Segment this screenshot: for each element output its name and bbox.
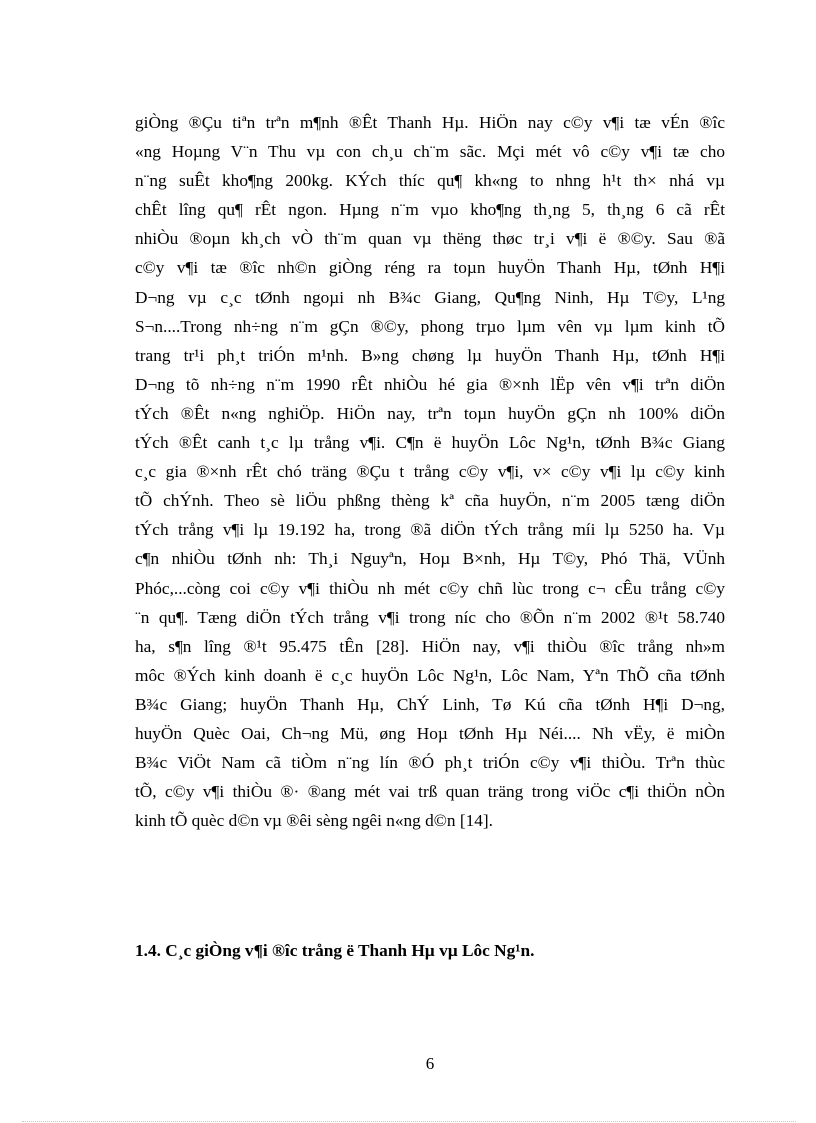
body-line: huyÖn Quèc Oai, Ch¬ng Mü, øng Hoµ tØnh Hµ Néi.... Nh vËy, ë miÒn: [135, 723, 725, 743]
body-line: môc ®Ých kinh doanh ë c¸c huyÖn Lôc Ng¹n, Lôc Nam, Yªn ThÕ cña tØnh: [135, 665, 725, 685]
body-paragraph: [135, 110, 725, 837]
body-line: ¨n qu¶. Tæng diÖn tÝch trång v¶i trong níc cho ®Õn n¨m 2002 ®¹t 58.740: [135, 607, 725, 627]
body-line: chÊt lîng qu¶ rÊt ngon. Hµng n¨m vµo kho¶ng th¸ng 5, th¸ng 6 cã rÊt: [135, 200, 725, 220]
body-line: tÝch ®Êt canh t¸c lµ trång v¶i. C¶n ë huyÖn Lôc Ng¹n, tØnh B¾c Giang: [135, 433, 725, 453]
body-line: giÒng ®Çu tiªn trªn m¶nh ®Êt Thanh Hµ. HiÖn nay c©y v¶i tæ vÉn ®îc: [135, 113, 725, 132]
body-line: nhiÒu ®oµn kh¸ch vÒ th¨m quan vµ thëng thøc tr¸i v¶i ë ®©y. Sau ®ã: [135, 229, 725, 249]
page-bottom-divider: [22, 1121, 796, 1122]
body-line: c¸c gia ®×nh rÊt chó träng ®Çu t trång c©y v¶i, v× c©y v¶i lµ c©y kinh: [135, 462, 725, 482]
body-line: trang tr¹i ph¸t triÓn m¹nh. B»ng chøng lµ huyÖn Thanh Hµ, tØnh H¶i: [135, 345, 725, 365]
body-line: tÝch ®Êt n«ng nghiÖp. HiÖn nay, trªn toµn huyÖn gÇn nh 100% diÖn: [135, 403, 725, 423]
body-line: S¬n....Trong nh÷ng n¨m gÇn ®©y, phong trµo lµm vên vµ lµm kinh tÕ: [135, 316, 725, 336]
body-line: n¨ng suÊt kho¶ng 200kg. KÝch thíc qu¶ kh«ng to nhng h¹t th× nhá vµ: [135, 171, 725, 191]
body-line: D¬ng tõ nh÷ng n¨m 1990 rÊt nhiÒu hé gia ®×nh lËp vên v¶i trªn diÖn: [135, 374, 725, 394]
body-line: B¾c Giang; huyÖn Thanh Hµ, ChÝ Linh, Tø Kú cña tØnh H¶i D¬ng,: [135, 694, 725, 714]
body-line: c¶n nhiÒu tØnh nh: Th¸i Nguyªn, Hoµ B×nh, Hµ T©y, Phó Thä, VÜnh: [135, 549, 725, 569]
body-line: kinh tÕ quèc d©n vµ ®êi sèng ngêi n«ng d©n [14].: [135, 811, 493, 831]
body-line: tÕ, c©y v¶i thiÒu ®· ®ang mét vai trß quan träng trong viÖc c¶i thiÖn nÒn: [135, 782, 725, 802]
body-line: D¬ng vµ c¸c tØnh ngoµi nh B¾c Giang, Qu¶ng Ninh, Hµ T©y, L¹ng: [135, 287, 725, 307]
body-line: tÕ chÝnh. Theo sè liÖu phßng thèng kª cña huyÖn, n¨m 2005 tæng diÖn: [135, 491, 725, 511]
section-heading: 1.4. C¸c giÒng v¶i ®îc trång ë Thanh Hµ vµ Lôc Ng¹n.: [135, 941, 535, 960]
body-line: Phóc,...còng coi c©y v¶i thiÒu nh mét c©y chñ lùc trong c¬ cÊu trång c©y: [135, 578, 725, 598]
body-line: c©y v¶i tæ ®îc nh©n giÒng réng ra toµn huyÖn Thanh Hµ, tØnh H¶i: [135, 258, 725, 278]
body-line: B¾c ViÖt Nam cã tiÒm n¨ng lín ®Ó ph¸t triÓn c©y v¶i thiÒu. Trªn thùc: [135, 753, 725, 773]
body-line: «ng Hoµng V¨n Thu vµ con ch¸u ch¨m sãc. Mçi mét vô c©y v¶i tæ cho: [135, 142, 725, 162]
body-line: tÝch trång v¶i lµ 19.192 ha, trong ®ã diÖn tÝch trång míi lµ 5250 ha. Vµ: [135, 520, 725, 540]
body-line: ha, s¶n lîng ®¹t 95.475 tÊn [28]. HiÖn nay, v¶i thiÒu ®îc trång nh»m: [135, 636, 725, 656]
page-number: 6: [425, 1054, 435, 1073]
